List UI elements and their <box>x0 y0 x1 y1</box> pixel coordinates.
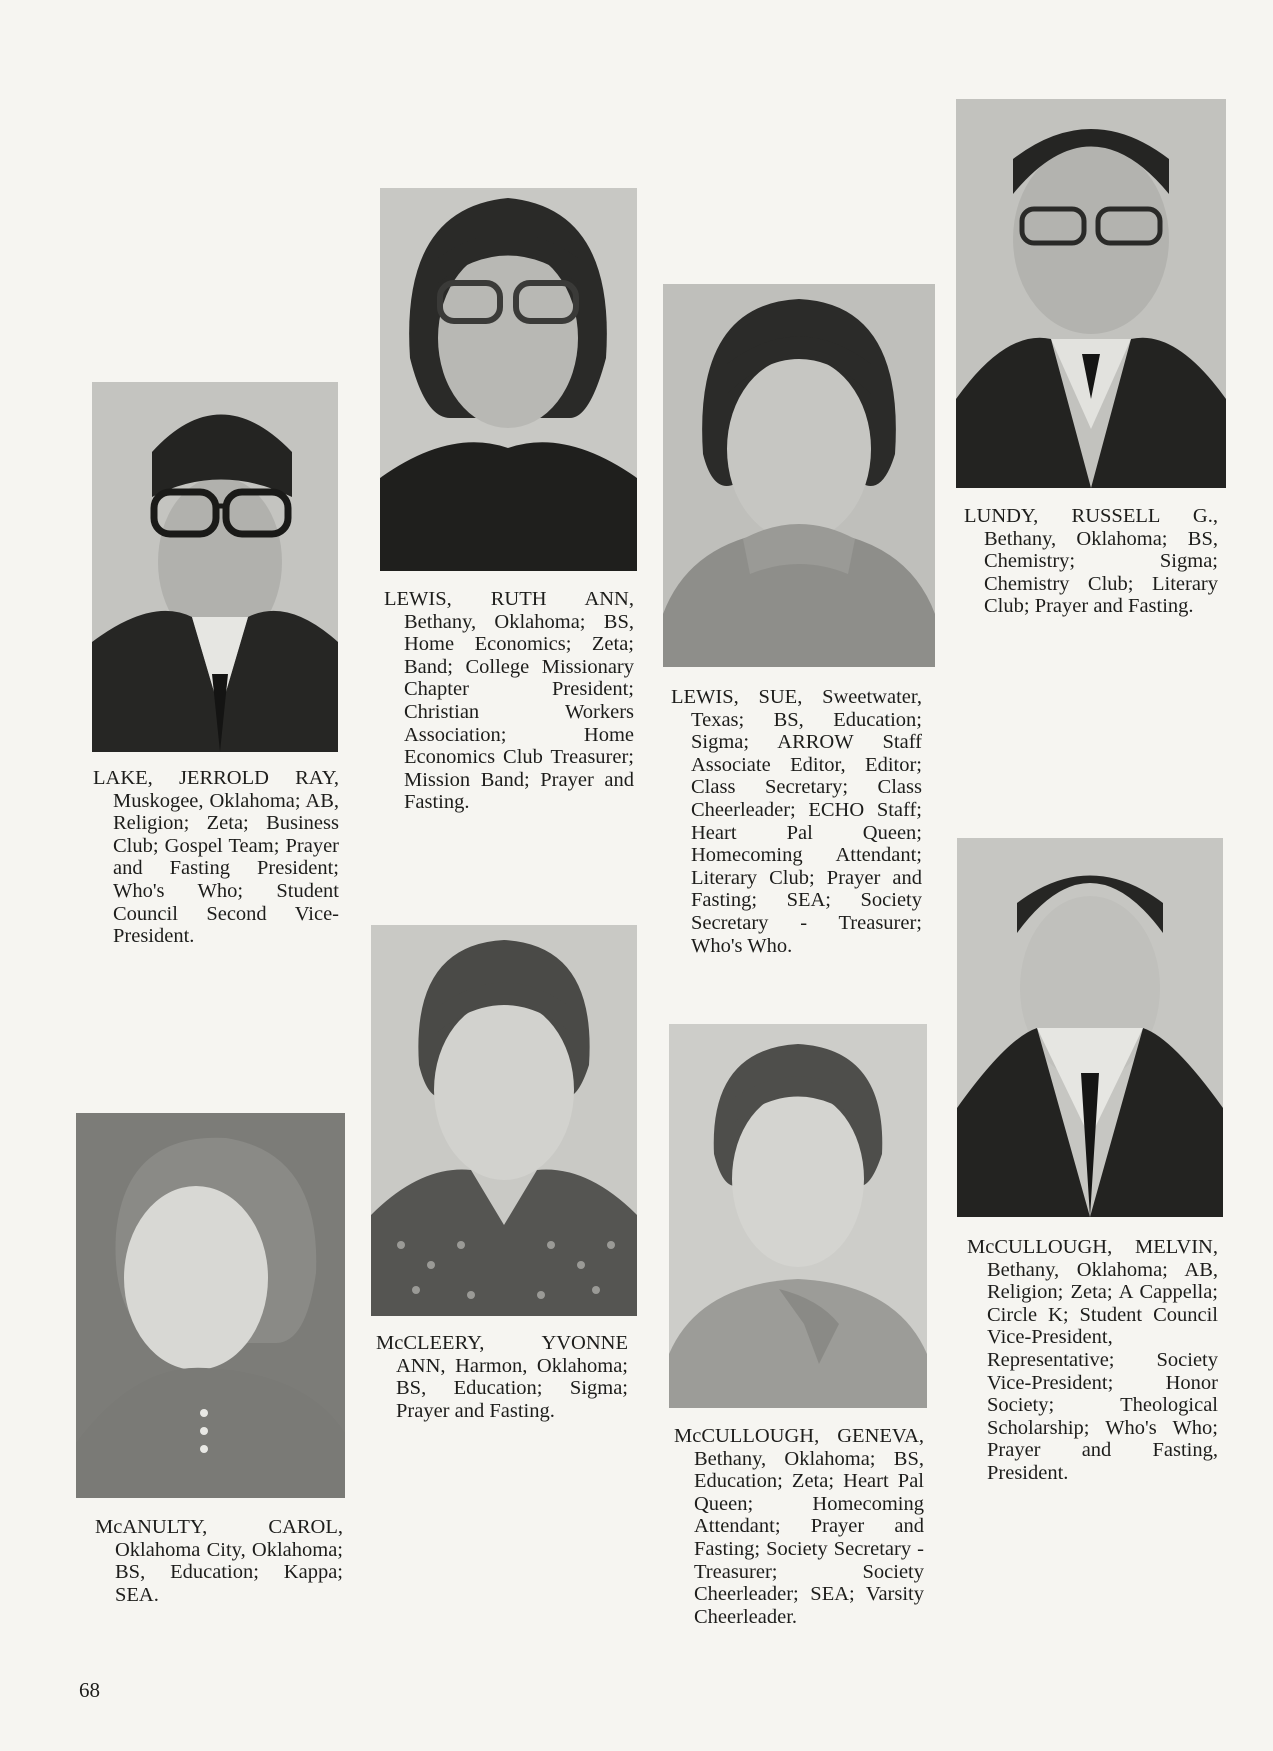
student-caption-lewis-ruth: LEWIS, RUTH ANN, Bethany, Oklahoma; BS, Home Economics; Zeta; Band; College Missionary Chapter President; Christian Workers Association; Home Economics Club Treasurer; Mission Band; Prayer and Fasting. <box>384 588 634 814</box>
student-caption-mcanulty: McANULTY, CAROL, Oklahoma City, Oklahoma; BS, Education; Kappa; SEA. <box>95 1516 343 1606</box>
portrait-photo-mcanulty <box>76 1113 345 1498</box>
portrait-photo-lundy-image <box>956 99 1226 488</box>
portrait-photo-lundy <box>956 99 1226 488</box>
portrait-photo-mccleery <box>371 925 637 1316</box>
student-caption-lake: LAKE, JERROLD RAY, Muskogee, Oklahoma; AB, Religion; Zeta; Business Club; Gospel Team; Prayer and Fasting President; Who's Who; Student Council Second Vice-President. <box>93 767 339 948</box>
portrait-photo-mccullough-geneva <box>669 1024 927 1408</box>
student-caption-lewis-sue: LEWIS, SUE, Sweetwater, Texas; BS, Education; Sigma; ARROW Staff Associate Editor, Editor; Class Secretary; Class Cheerleader; ECHO Staff; Heart Pal Queen; Homecoming Attendant; Literary Club; Prayer and Fasting; SEA; Society Secretary - Treasurer; Who's Who. <box>671 686 922 957</box>
page-number: 68 <box>79 1678 100 1702</box>
portrait-photo-lake <box>92 382 338 752</box>
portrait-photo-mccullough-melvin <box>957 838 1223 1217</box>
portrait-photo-lake-image <box>92 382 338 752</box>
portrait-photo-mccullough-geneva-image <box>669 1024 927 1408</box>
portrait-photo-mccleery-image <box>371 925 637 1316</box>
portrait-photo-lewis-ruth <box>380 188 637 571</box>
portrait-photo-lewis-ruth-image <box>380 188 637 571</box>
portrait-photo-mcanulty-image <box>76 1113 345 1498</box>
student-caption-mccullough-melvin: McCULLOUGH, MELVIN, Bethany, Oklahoma; AB, Religion; Zeta; A Cappella; Circle K; Student Council Vice-President, Representative; Society Vice-President; Honor Society; Theological Scholarship; Who's Who; Prayer and Fasting, President. <box>967 1236 1218 1484</box>
portrait-photo-lewis-sue-image <box>663 284 935 667</box>
portrait-photo-mccullough-melvin-image <box>957 838 1223 1217</box>
student-caption-mccleery: McCLEERY, YVONNE ANN, Harmon, Oklahoma; BS, Education; Sigma; Prayer and Fasting. <box>376 1332 628 1422</box>
student-caption-mccullough-geneva: McCULLOUGH, GENEVA, Bethany, Oklahoma; BS, Education; Zeta; Heart Pal Queen; Homecoming Attendant; Prayer and Fasting; Society Secretary - Treasurer; Society Cheerleader; SEA; Varsity Cheerleader. <box>674 1425 924 1628</box>
portrait-photo-lewis-sue <box>663 284 935 667</box>
student-caption-lundy: LUNDY, RUSSELL G., Bethany, Oklahoma; BS, Chemistry; Sigma; Chemistry Club; Literary Club; Prayer and Fasting. <box>964 505 1218 618</box>
